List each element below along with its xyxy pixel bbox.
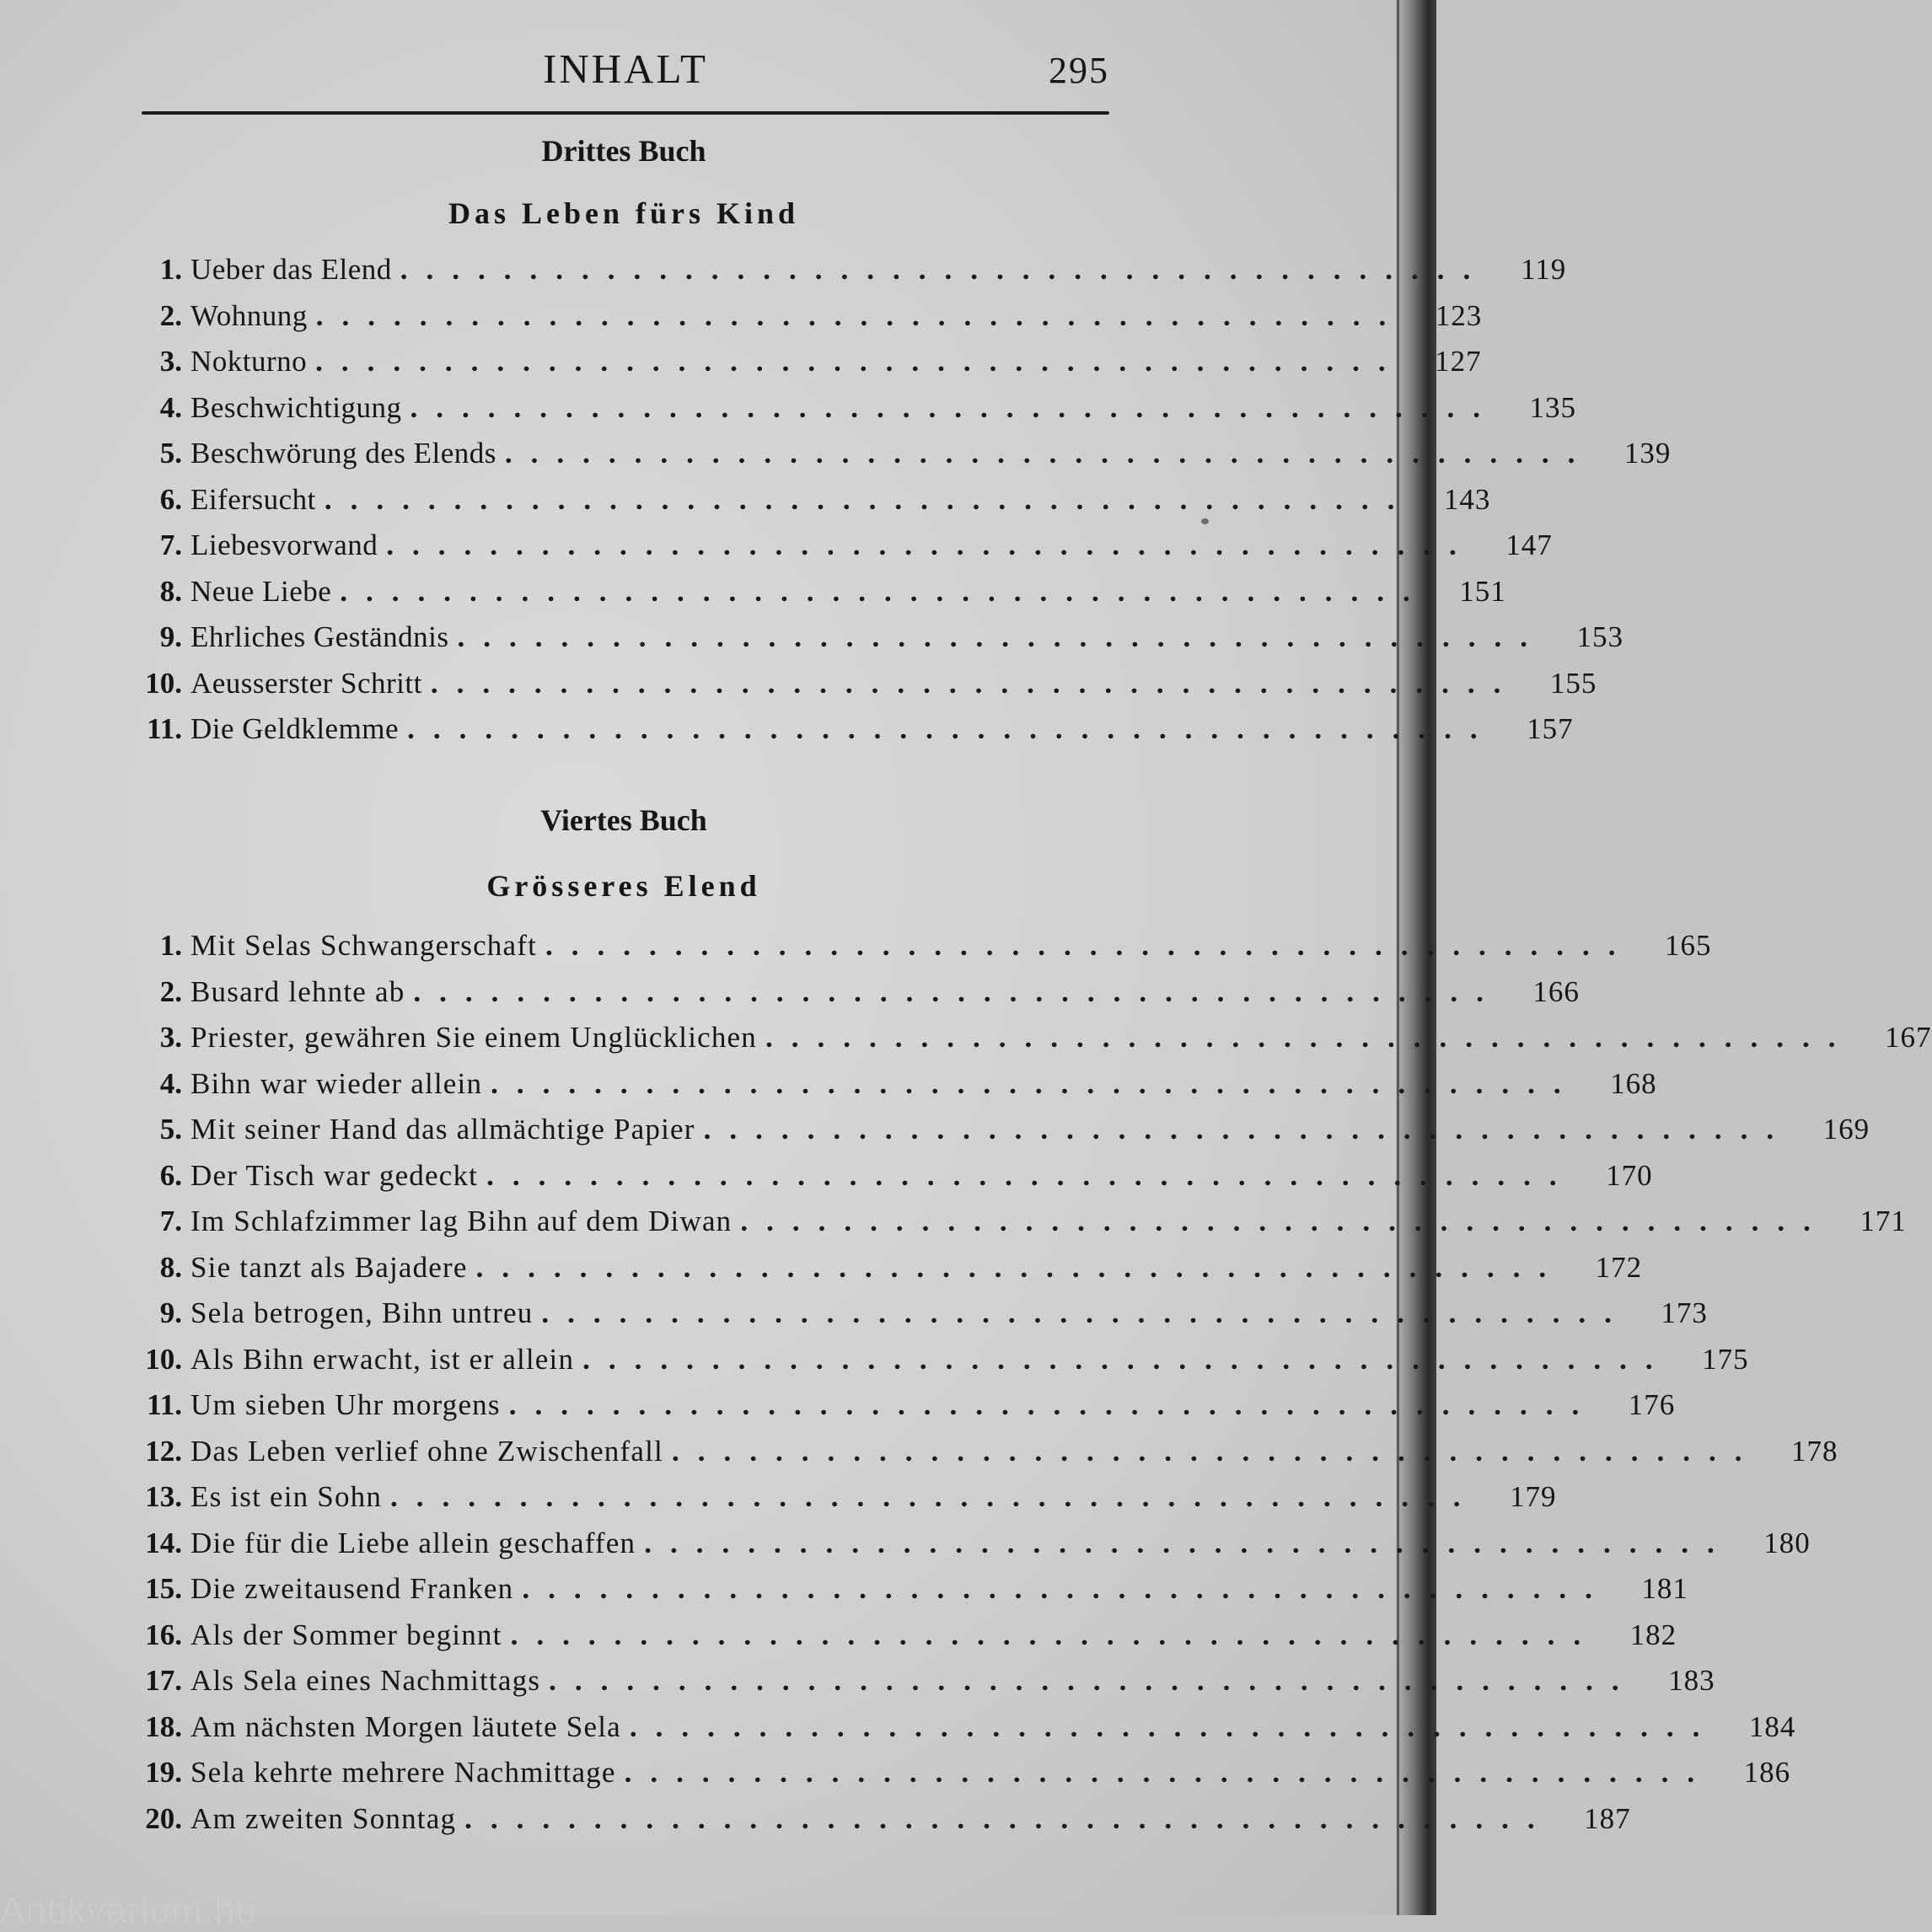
dot-leader: .......................................... <box>315 298 1405 332</box>
entry-title: Sie tanzt als Bajadere <box>191 1250 468 1284</box>
entry-page: 119 <box>1521 253 1567 286</box>
entry-number: 10. <box>145 1342 182 1376</box>
entry-number: 11. <box>147 712 182 745</box>
entry-number: 17. <box>145 1664 182 1697</box>
entry-page: 123 <box>1435 298 1483 332</box>
dot-leader: .......................................... <box>545 929 1634 962</box>
entry-page: 147 <box>1505 529 1553 561</box>
entry-page: 175 <box>1702 1342 1749 1376</box>
entry-title: Busard lehnte ab <box>191 974 405 1008</box>
dot-leader: .......................................... <box>340 574 1429 608</box>
toc-entry <box>118 1296 1708 1343</box>
entry-page: 184 <box>1748 1709 1796 1743</box>
dot-leader: .......................................... <box>430 666 1520 700</box>
book-title-drittes: Drittes Buch <box>541 134 706 168</box>
entry-title: Ehrliches Geständnis <box>191 620 449 653</box>
entry-number: 5. <box>159 1113 182 1146</box>
entry-number: 4. <box>159 1066 182 1100</box>
dot-leader: .......................................... <box>510 1618 1600 1651</box>
entry-title: Als der Sommer beginnt <box>191 1618 502 1651</box>
dot-leader: .......................................... <box>491 1066 1580 1100</box>
toc-list-drittes-buch <box>118 253 1672 759</box>
entry-number: 13. <box>145 1480 182 1513</box>
dot-leader: .......................................... <box>324 482 1414 516</box>
entry-number: 6. <box>159 482 182 516</box>
ink-smudge <box>1201 518 1209 524</box>
entry-page: 153 <box>1576 620 1623 653</box>
toc-entry <box>118 1801 1631 1849</box>
toc-entry <box>118 1434 1838 1481</box>
entry-page: 168 <box>1610 1066 1657 1100</box>
dot-leader: .......................................... <box>400 253 1489 286</box>
entry-number: 1. <box>159 253 182 286</box>
toc-entry <box>118 666 1597 713</box>
entry-number: 8. <box>159 574 182 608</box>
dot-leader: .......................................... <box>508 1388 1598 1421</box>
toc-entry <box>118 1021 1932 1067</box>
entry-page: 170 <box>1606 1158 1653 1192</box>
entry-page: 169 <box>1822 1113 1870 1146</box>
dot-leader: .......................................... <box>407 712 1496 745</box>
entry-title: Mit Selas Schwangerschaft <box>191 929 538 962</box>
dot-leader: .......................................... <box>703 1113 1793 1146</box>
entry-page: 157 <box>1527 712 1574 745</box>
entry-title: Als Sela eines Nachmittags <box>191 1664 541 1697</box>
dot-leader: .......................................... <box>671 1434 1761 1468</box>
entry-page: 183 <box>1668 1664 1715 1697</box>
entry-page: 167 <box>1885 1021 1932 1054</box>
page-title: INHALT <box>543 46 708 92</box>
entry-number: 20. <box>145 1801 182 1835</box>
entry-page: 180 <box>1763 1526 1811 1559</box>
entry-title: Am zweiten Sonntag <box>191 1801 457 1835</box>
toc-entry <box>118 1250 1643 1297</box>
dot-leader: .......................................... <box>765 1021 1854 1054</box>
entry-number: 16. <box>145 1618 182 1651</box>
entry-number: 10. <box>145 666 182 700</box>
entry-title: Am nächsten Morgen läutete Sela <box>191 1709 621 1743</box>
chapter-title-groesseres-elend: Grösseres Elend <box>486 869 761 903</box>
toc-list-viertes-buch <box>118 929 1932 1848</box>
entry-number: 8. <box>159 1250 182 1284</box>
entry-page: 151 <box>1459 574 1506 608</box>
entry-number: 12. <box>145 1434 182 1468</box>
entry-number: 7. <box>159 529 182 561</box>
toc-entry <box>118 620 1623 667</box>
page-header <box>142 38 1109 105</box>
entry-title: Nokturno <box>191 345 308 378</box>
entry-title: Aeusserster Schritt <box>191 666 422 700</box>
dot-leader: .......................................... <box>457 620 1546 653</box>
entry-number: 1. <box>159 929 182 962</box>
toc-entry <box>118 1342 1749 1389</box>
entry-page: 135 <box>1529 390 1577 424</box>
entry-page: 143 <box>1443 482 1491 516</box>
dot-leader: .......................................... <box>504 437 1594 470</box>
dot-leader: .......................................... <box>541 1296 1630 1329</box>
entry-title: Bihn war wieder allein <box>191 1066 483 1100</box>
dot-leader: .......................................... <box>410 390 1500 424</box>
dot-leader: .......................................... <box>740 1205 1829 1237</box>
toc-entry <box>118 1205 1907 1251</box>
entry-title: Der Tisch war gedeckt <box>191 1158 479 1192</box>
entry-title: Sela betrogen, Bihn untreu <box>191 1296 534 1329</box>
entry-title: Beschwichtigung <box>191 390 402 424</box>
entry-page: 182 <box>1629 1618 1677 1651</box>
entry-number: 9. <box>159 1296 182 1329</box>
entry-number: 14. <box>145 1526 182 1559</box>
entry-number: 19. <box>145 1756 182 1789</box>
toc-entry <box>118 974 1580 1022</box>
entry-page: 166 <box>1532 974 1580 1008</box>
entry-page: 179 <box>1510 1480 1557 1513</box>
watermark: Antikvarium.hu <box>0 1890 258 1931</box>
toc-entry <box>118 929 1712 975</box>
toc-entry <box>118 1756 1791 1802</box>
toc-entry <box>118 437 1672 483</box>
toc-entry <box>118 253 1567 299</box>
toc-entry <box>118 482 1491 529</box>
toc-entry <box>118 1113 1870 1159</box>
entry-number: 3. <box>159 345 182 378</box>
book-title-viertes: Viertes Buch <box>540 803 707 837</box>
toc-entry <box>118 1664 1715 1710</box>
entry-title: Wohnung <box>191 298 308 332</box>
toc-entry <box>118 298 1483 346</box>
entry-page: 171 <box>1860 1205 1907 1237</box>
toc-entry <box>118 574 1506 621</box>
dot-leader: .......................................... <box>413 974 1502 1008</box>
entry-page: 181 <box>1641 1572 1688 1605</box>
entry-title: Neue Liebe <box>191 574 332 608</box>
dot-leader: .......................................... <box>582 1342 1672 1376</box>
dot-leader: .......................................... <box>486 1158 1575 1192</box>
entry-number: 2. <box>159 974 182 1008</box>
toc-entry <box>118 1572 1688 1618</box>
toc-entry <box>118 1526 1811 1573</box>
entry-title: Die für die Liebe allein geschaffen <box>191 1526 636 1559</box>
entry-title: Die Geldklemme <box>191 712 400 745</box>
entry-page: 165 <box>1665 929 1712 962</box>
entry-number: 6. <box>159 1158 182 1192</box>
entry-page: 176 <box>1628 1388 1676 1421</box>
entry-number: 4. <box>159 390 182 424</box>
toc-entry <box>118 390 1577 437</box>
toc-entry <box>118 345 1482 391</box>
entry-title: Als Bihn erwacht, ist er allein <box>191 1342 575 1376</box>
entry-number: 3. <box>159 1021 182 1054</box>
entry-title: Mit seiner Hand das allmächtige Papier <box>191 1113 695 1146</box>
entry-number: 18. <box>145 1709 182 1743</box>
entry-title: Die zweitausend Franken <box>191 1572 514 1605</box>
entry-title: Beschwörung des Elends <box>191 437 496 470</box>
toc-entry <box>118 1158 1653 1205</box>
entry-page: 172 <box>1595 1250 1643 1284</box>
entry-title: Im Schlafzimmer lag Bihn auf dem Diwan <box>191 1205 733 1237</box>
toc-entry <box>118 712 1574 759</box>
entry-page: 178 <box>1790 1434 1838 1468</box>
entry-number: 11. <box>147 1388 182 1421</box>
dot-leader: .......................................... <box>464 1801 1554 1835</box>
dot-leader: .......................................... <box>644 1526 1733 1559</box>
entry-page: 155 <box>1549 666 1597 700</box>
entry-title: Es ist ein Sohn <box>191 1480 383 1513</box>
toc-entry <box>118 1480 1557 1527</box>
entry-page: 127 <box>1435 345 1482 378</box>
chapter-title-das-leben-fuers-kind: Das Leben fürs Kind <box>448 196 800 230</box>
entry-page: 187 <box>1584 1801 1631 1835</box>
dot-leader: .......................................... <box>390 1480 1479 1513</box>
toc-entry <box>118 529 1553 575</box>
entry-page: 139 <box>1623 437 1672 470</box>
toc-entry <box>118 1618 1677 1665</box>
toc-entry <box>118 1388 1676 1435</box>
entry-number: 15. <box>145 1572 182 1605</box>
entry-title: Eifersucht <box>191 482 316 516</box>
entry-title: Priester, gewähren Sie einem Unglücklichen <box>191 1021 757 1054</box>
dot-leader: .......................................... <box>475 1250 1565 1284</box>
entry-page: 186 <box>1743 1756 1791 1789</box>
entry-number: 9. <box>159 620 182 653</box>
dot-leader: .......................................... <box>522 1572 1611 1605</box>
entry-title: Ueber das Elend <box>191 253 392 286</box>
entry-title: Das Leben verlief ohne Zwischenfall <box>191 1434 663 1468</box>
entry-title: Sela kehrte mehrere Nachmittage <box>191 1756 616 1789</box>
entry-number: 7. <box>159 1205 182 1237</box>
dot-leader: .......................................... <box>629 1709 1719 1743</box>
entry-page: 173 <box>1661 1296 1708 1329</box>
dot-leader: .......................................... <box>386 529 1475 561</box>
entry-title: Um sieben Uhr morgens <box>191 1388 501 1421</box>
toc-entry <box>118 1066 1657 1114</box>
entry-title: Liebesvorwand <box>191 529 378 561</box>
header-rule <box>142 111 1109 115</box>
toc-entry <box>118 1709 1796 1757</box>
entry-number: 2. <box>159 298 182 332</box>
entry-number: 5. <box>159 437 182 470</box>
dot-leader: .......................................... <box>624 1756 1714 1789</box>
dot-leader: .......................................... <box>315 345 1404 378</box>
page-number: 295 <box>1049 50 1109 91</box>
dot-leader: .......................................... <box>549 1664 1638 1697</box>
